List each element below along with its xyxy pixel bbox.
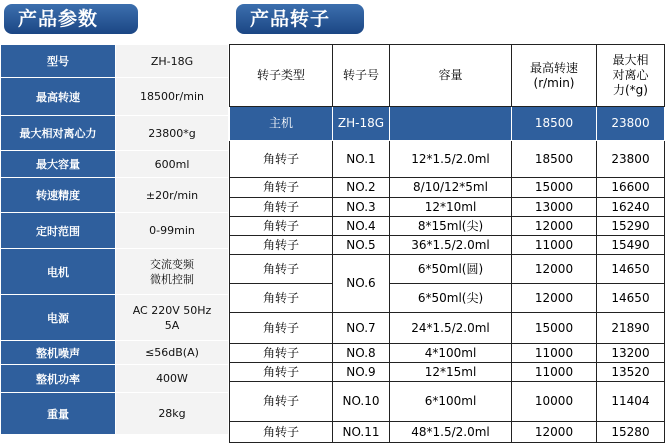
- spec-label: 最大容量: [1, 151, 116, 178]
- cell-rcf: 23800: [597, 141, 665, 178]
- cell-speed: 15000: [512, 178, 597, 198]
- cell-speed: 11000: [512, 363, 597, 382]
- col-header-type: 转子类型: [230, 45, 333, 107]
- cell-speed: 18500: [512, 141, 597, 178]
- cell-rcf: 14650: [597, 284, 665, 313]
- cell-type: 主机: [230, 107, 333, 141]
- cell-speed: 12000: [512, 422, 597, 443]
- cell-capacity: 4*100ml: [390, 344, 512, 363]
- spec-value: ≤56dB(A): [116, 341, 229, 365]
- cell-type: 角转子: [230, 178, 333, 198]
- cell-speed: 13000: [512, 198, 597, 217]
- spec-row-model: [1, 45, 229, 78]
- cell-type: 角转子: [230, 422, 333, 443]
- cell-no: NO.7: [333, 313, 390, 344]
- cell-type: 角转子: [230, 255, 333, 284]
- spec-row-power: [1, 365, 229, 393]
- spec-value-line: 交流变频: [150, 257, 194, 271]
- cell-no: ZH-18G: [333, 107, 390, 141]
- spec-row-speed-accuracy: [1, 178, 229, 213]
- spec-value: 28kg: [116, 393, 229, 435]
- cell-rcf: 15280: [597, 422, 665, 443]
- cell-capacity: 8/10/12*5ml: [390, 178, 512, 198]
- cell-type: 角转子: [230, 284, 333, 313]
- cell-capacity: 6*50ml(圆): [390, 255, 512, 284]
- cell-speed: 11000: [512, 236, 597, 255]
- cell-capacity: 12*1.5/2.0ml: [390, 141, 512, 178]
- cell-rcf: 23800: [597, 107, 665, 141]
- table-row: [230, 141, 665, 178]
- cell-type: 角转子: [230, 236, 333, 255]
- table-row: [230, 178, 665, 198]
- spec-value: [116, 249, 229, 295]
- cell-type: 角转子: [230, 382, 333, 422]
- spec-value: ZH-18G: [116, 45, 229, 78]
- header-line: 最大相: [612, 53, 649, 67]
- spec-label: 最大相对离心力: [1, 116, 116, 151]
- cell-capacity: 12*15ml: [390, 363, 512, 382]
- spec-value-line: 微机控制: [150, 272, 194, 286]
- spec-value: 600ml: [116, 151, 229, 178]
- spec-table: [0, 44, 229, 435]
- cell-speed: 12000: [512, 217, 597, 236]
- spec-value: ±20r/min: [116, 178, 229, 213]
- cell-no: NO.3: [333, 198, 390, 217]
- cell-rcf: 14650: [597, 255, 665, 284]
- header-line: 力(*g): [613, 83, 648, 97]
- table-row: [230, 363, 665, 382]
- cell-rcf: 16240: [597, 198, 665, 217]
- table-row: [230, 255, 665, 284]
- cell-rcf: 11404: [597, 382, 665, 422]
- col-header-speed: [512, 45, 597, 107]
- cell-no: NO.4: [333, 217, 390, 236]
- spec-value-line: 5A: [164, 318, 180, 332]
- spec-row-max-capacity: [1, 151, 229, 178]
- spec-label: 电机: [1, 249, 116, 295]
- cell-capacity: 8*15ml(尖): [390, 217, 512, 236]
- cell-no: NO.1: [333, 141, 390, 178]
- spec-label: 定时范围: [1, 213, 116, 249]
- cell-capacity: 24*1.5/2.0ml: [390, 313, 512, 344]
- spec-label: 重量: [1, 393, 116, 435]
- spec-value: [116, 295, 229, 341]
- spec-label: 型号: [1, 45, 116, 78]
- spec-row-motor: [1, 249, 229, 295]
- col-header-capacity: 容量: [390, 45, 512, 107]
- cell-speed: 18500: [512, 107, 597, 141]
- cell-rcf: 13520: [597, 363, 665, 382]
- cell-no: NO.8: [333, 344, 390, 363]
- cell-no: NO.5: [333, 236, 390, 255]
- cell-speed: 15000: [512, 313, 597, 344]
- col-header-no: 转子号: [333, 45, 390, 107]
- spec-label: 电源: [1, 295, 116, 341]
- table-row: [230, 217, 665, 236]
- spec-label: 转速精度: [1, 178, 116, 213]
- cell-type: 角转子: [230, 141, 333, 178]
- cell-capacity: [390, 107, 512, 141]
- header-line: 最高转速: [529, 60, 578, 75]
- cell-type: 角转子: [230, 198, 333, 217]
- cell-speed: 11000: [512, 344, 597, 363]
- cell-no: NO.10: [333, 382, 390, 422]
- cell-type: 角转子: [230, 313, 333, 344]
- rotor-table: [229, 44, 665, 443]
- spec-row-weight: [1, 393, 229, 435]
- cell-capacity: 6*50ml(尖): [390, 284, 512, 313]
- spec-value: 18500r/min: [116, 78, 229, 116]
- cell-type: 角转子: [230, 363, 333, 382]
- spec-row-timer-range: [1, 213, 229, 249]
- table-row: [230, 198, 665, 217]
- cell-no: NO.9: [333, 363, 390, 382]
- product-params-banner: 产品参数: [4, 4, 138, 34]
- cell-rcf: 13200: [597, 344, 665, 363]
- cell-no: NO.6: [333, 255, 390, 313]
- main-unit-row: [230, 107, 665, 141]
- cell-capacity: 12*10ml: [390, 198, 512, 217]
- cell-rcf: 15290: [597, 217, 665, 236]
- spec-value-line: AC 220V 50Hz: [132, 303, 212, 317]
- header-line: (r/min): [533, 75, 575, 90]
- table-row: [230, 382, 665, 422]
- col-header-rcf: [597, 45, 665, 107]
- spec-row-max-rcf: [1, 116, 229, 151]
- cell-no: NO.11: [333, 422, 390, 443]
- cell-capacity: 48*1.5/2.0ml: [390, 422, 512, 443]
- spec-value: 400W: [116, 365, 229, 393]
- table-row: [230, 284, 665, 313]
- spec-value: 23800*g: [116, 116, 229, 151]
- cell-no: NO.2: [333, 178, 390, 198]
- cell-capacity: 36*1.5/2.0ml: [390, 236, 512, 255]
- spec-label: 整机噪声: [1, 341, 116, 365]
- product-rotor-banner: 产品转子: [236, 4, 364, 34]
- table-row: [230, 313, 665, 344]
- spec-label: 整机功率: [1, 365, 116, 393]
- cell-speed: 12000: [512, 284, 597, 313]
- cell-rcf: 16600: [597, 178, 665, 198]
- spec-row-power-supply: [1, 295, 229, 341]
- spec-row-noise: [1, 341, 229, 365]
- cell-speed: 12000: [512, 255, 597, 284]
- rotor-header-row: [230, 45, 665, 107]
- table-row: [230, 344, 665, 363]
- cell-rcf: 15490: [597, 236, 665, 255]
- spec-label: 最高转速: [1, 78, 116, 116]
- table-row: [230, 236, 665, 255]
- cell-speed: 10000: [512, 382, 597, 422]
- header-line: 对离心: [612, 68, 649, 82]
- table-row: [230, 422, 665, 443]
- spec-row-max-speed: [1, 78, 229, 116]
- cell-type: 角转子: [230, 217, 333, 236]
- cell-capacity: 6*100ml: [390, 382, 512, 422]
- cell-type: 角转子: [230, 344, 333, 363]
- spec-value: 0-99min: [116, 213, 229, 249]
- cell-rcf: 21890: [597, 313, 665, 344]
